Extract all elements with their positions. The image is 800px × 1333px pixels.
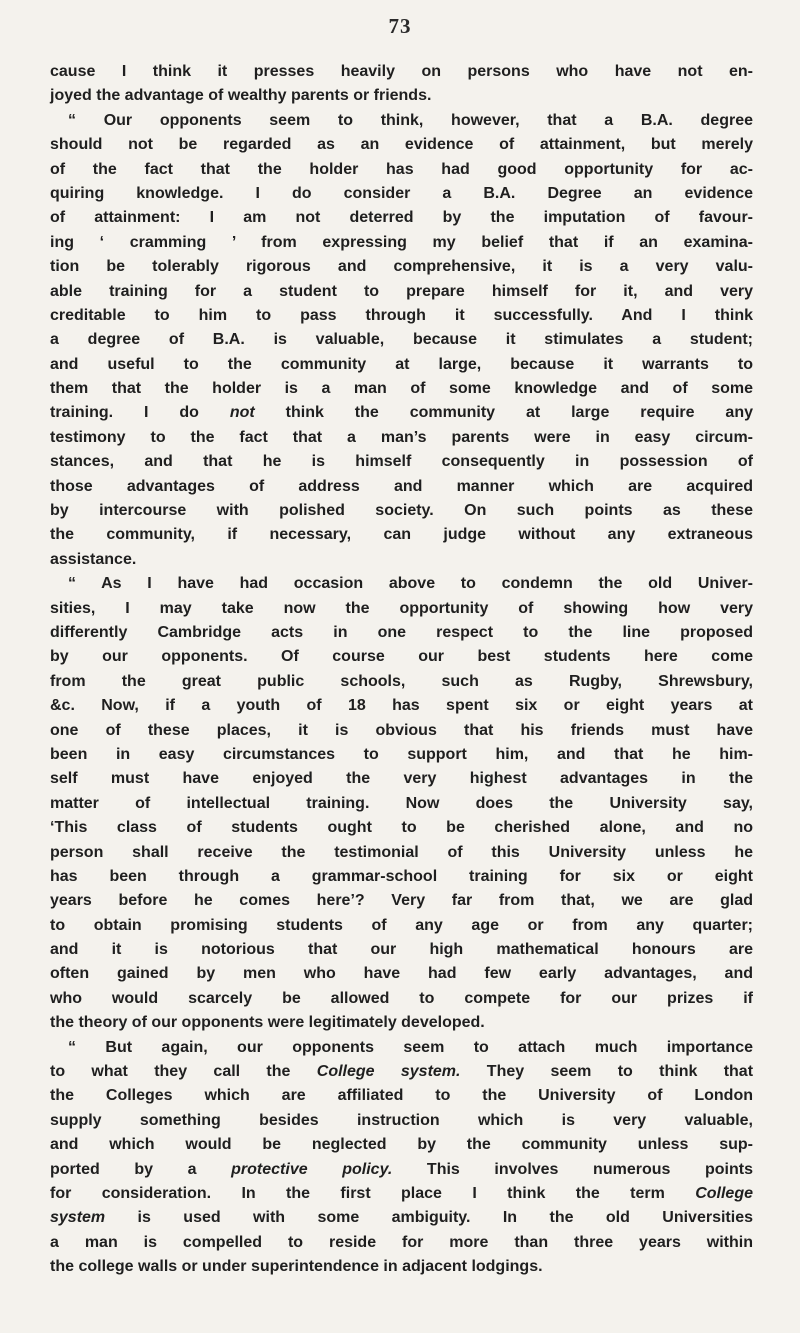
- text-line: to obtain promising students of any age or from any quarter;: [50, 916, 753, 934]
- text-line: by intercourse with polished society. On such points as these: [50, 502, 753, 520]
- text-run: think the community at large require any: [254, 404, 753, 422]
- text-run: They seem to think that: [460, 1063, 754, 1081]
- text-line: person shall receive the testimonial of this University unless he: [50, 843, 753, 861]
- text-line: testimony to the fact that a man’s parents were in easy circum-: [50, 428, 753, 446]
- text-line: tion be tolerably rigorous and comprehensive, it is a very valu-: [50, 258, 753, 276]
- text-line: assistance.: [50, 550, 137, 568]
- body-text: [50, 60, 753, 1280]
- text-line: should not be regarded as an evidence of attainment, but merely: [50, 136, 753, 154]
- text-line: self must have enjoyed the very highest advantages in the: [50, 770, 753, 788]
- text-line: one of these places, it is obvious that his friends must have: [50, 721, 753, 739]
- text-line: a man is compelled to reside for more than three years within: [50, 1233, 753, 1251]
- text-line: joyed the advantage of wealthy parents or friends.: [50, 87, 432, 105]
- text-line: and useful to the community at large, because it warrants to: [50, 355, 753, 373]
- emphasis-college: College: [695, 1184, 753, 1202]
- text-run: ported by a: [50, 1160, 232, 1178]
- text-line: sities, I may take now the opportunity of showing how very: [50, 599, 753, 617]
- page-number: 73: [388, 14, 412, 38]
- text-line: [50, 1158, 753, 1182]
- text-line: of attainment: I am not deterred by the imputation of favour-: [50, 209, 753, 227]
- text-line: [50, 1182, 753, 1206]
- text-line: “ But again, our opponents seem to attach much importance: [68, 1038, 753, 1056]
- text-line: them that the holder is a man of some knowledge and of some: [50, 380, 753, 398]
- text-line: matter of intellectual training. Now does the University say,: [50, 794, 753, 812]
- text-line: [50, 1060, 753, 1084]
- text-line: &c. Now, if a youth of 18 has spent six or eight years at: [50, 697, 753, 715]
- text-line: years before he comes here’? Very far from that, we are glad: [50, 892, 753, 910]
- text-run: is used with some ambiguity. In the old Universities: [105, 1209, 753, 1227]
- text-line: quiring knowledge. I do consider a B.A. Degree an evidence: [50, 184, 753, 202]
- text-line: ing ‘ cramming ’ from expressing my belief that if an examina-: [50, 233, 753, 251]
- emphasis-not: not: [229, 404, 255, 422]
- text-line: often gained by men who have had few early advantages, and: [50, 965, 753, 983]
- text-line: the college walls or under superintendence in adjacent lodgings.: [50, 1258, 543, 1276]
- text-line: the community, if necessary, can judge without any extraneous: [50, 526, 753, 544]
- text-line: [50, 1206, 753, 1230]
- emphasis-protective-policy: protective policy.: [231, 1160, 393, 1178]
- text-line: stances, and that he is himself consequently in possession of: [50, 453, 753, 471]
- text-line: ‘This class of students ought to be cherished alone, and no: [50, 819, 753, 837]
- text-line: differently Cambridge acts in one respect to the line proposed: [50, 623, 753, 641]
- text-line: “ Our opponents seem to think, however, that a B.A. degree: [68, 111, 753, 129]
- text-line: those advantages of address and manner which are acquired: [50, 477, 753, 495]
- text-line: and it is notorious that our high mathematical honours are: [50, 941, 753, 959]
- text-run: to what they call the: [50, 1063, 317, 1081]
- emphasis-system: system: [50, 1209, 106, 1227]
- text-line: [50, 401, 753, 425]
- text-line: cause I think it presses heavily on persons who have not en-: [50, 63, 753, 80]
- text-line: from the great public schools, such as Rugby, Shrewsbury,: [50, 672, 753, 690]
- text-run: for consideration. In the first place I think the term: [50, 1184, 696, 1202]
- text-line: the theory of our opponents were legitimately developed.: [50, 1014, 485, 1032]
- text-run: training. I do: [50, 404, 230, 422]
- text-line: a degree of B.A. is valuable, because it stimulates a student;: [50, 331, 753, 349]
- text-line: been in easy circumstances to support him, and that he him-: [50, 745, 753, 763]
- text-line: by our opponents. Of course our best students here come: [50, 648, 753, 666]
- text-line: and which would be neglected by the community unless sup-: [50, 1136, 753, 1154]
- emphasis-college-system: College system.: [316, 1063, 461, 1081]
- text-line: the Colleges which are affiliated to the University of London: [50, 1087, 753, 1105]
- text-line: creditable to him to pass through it successfully. And I think: [50, 306, 753, 324]
- text-line: who would scarcely be allowed to compete for our prizes if: [50, 989, 753, 1007]
- text-line: has been through a grammar-school training for six or eight: [50, 867, 753, 885]
- text-line: of the fact that the holder has had good opportunity for ac-: [50, 160, 753, 178]
- text-line: supply something besides instruction which is very valuable,: [50, 1111, 753, 1129]
- text-run: This involves numerous points: [392, 1160, 753, 1178]
- text-line: “ As I have had occasion above to condemn the old Univer-: [68, 575, 753, 593]
- text-line: able training for a student to prepare himself for it, and very: [50, 282, 753, 300]
